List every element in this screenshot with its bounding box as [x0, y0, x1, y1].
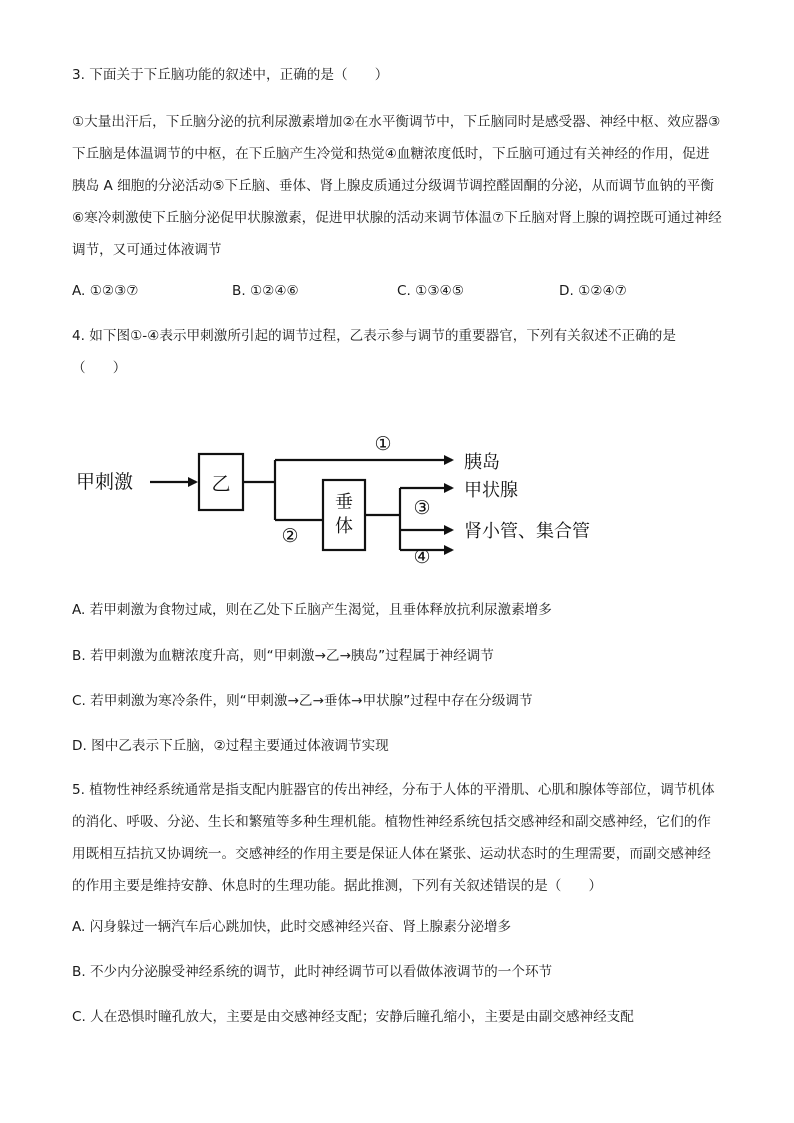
- pituitary-label-top: 垂: [335, 492, 353, 513]
- question-5: [72, 774, 722, 902]
- question-4: [72, 320, 722, 384]
- q5-option-c[interactable]: C. 人在恐惧时瞳孔放大，主要是由交感神经支配；安静后瞳孔缩小，主要是由副交感神经支配: [72, 1009, 634, 1025]
- path-3-label: ③: [413, 497, 431, 519]
- q4-option-a[interactable]: A. 若甲刺激为食物过咸，则在乙处下丘脑产生渴觉，且垂体释放抗利尿激素增多: [72, 602, 552, 618]
- path-1-label: ①: [374, 433, 392, 455]
- question-4-stem: 4. 如下图①-④表示甲刺激所引起的调节过程，乙表示参与调节的重要器官，下列有关叙述不正确的是（ ）: [72, 328, 676, 376]
- q3-option-c[interactable]: C. ①③④⑤: [397, 283, 464, 299]
- stimulus-label: 甲刺激: [76, 471, 134, 493]
- path-4-label: ④: [413, 546, 431, 568]
- regulation-diagram: [70, 420, 630, 580]
- pituitary-label-bottom: 体: [335, 516, 353, 537]
- target-islets: 胰岛: [464, 452, 500, 473]
- question-3-stem: 3. 下面关于下丘脑功能的叙述中，正确的是（ ）: [72, 67, 389, 83]
- q5-option-b[interactable]: B. 不少内分泌腺受神经系统的调节，此时神经调节可以看做体液调节的一个环节: [72, 964, 553, 980]
- question-3-options: [72, 275, 722, 307]
- q3-option-b[interactable]: B. ①②④⑥: [232, 283, 299, 299]
- question-3: [72, 59, 722, 91]
- path-2-label: ②: [281, 525, 299, 547]
- question-3-statements: [72, 106, 722, 266]
- target-tubules: 肾小管、集合管: [464, 521, 590, 542]
- q4-option-d[interactable]: D. 图中乙表示下丘脑，②过程主要通过体液调节实现: [72, 738, 389, 754]
- organ-yi-label: 乙: [211, 473, 231, 495]
- q4-option-c[interactable]: C. 若甲刺激为寒冷条件，则“甲刺激→乙→垂体→甲状腺”过程中存在分级调节: [72, 693, 533, 709]
- target-thyroid: 甲状腺: [464, 480, 518, 501]
- q5-option-a[interactable]: A. 闪身躲过一辆汽车后心跳加快，此时交感神经兴奋、肾上腺素分泌增多: [72, 919, 512, 935]
- pituitary-box: [323, 480, 365, 550]
- q3-option-a[interactable]: A. ①②③⑦: [72, 283, 139, 299]
- question-3-body: ①大量出汗后，下丘脑分泌的抗利尿激素增加②在水平衡调节中，下丘脑同时是感受器、神经中枢、效应器③下丘脑是体温调节的中枢，在下丘脑产生冷觉和热觉④血糖浓度低时，下丘脑可通过有关神经的作用，促进胰岛 A 细胞的分泌活动⑤下丘脑、垂体、肾上腺皮质通过分级调节调控醛固酮的分泌，从而调节血钠的平衡⑥寒冷刺激使下丘脑分泌促甲状腺激素，促进甲状腺的活动来调节体温⑦下丘脑对肾上腺的调控既可通过神经调节，又可通过体液调节: [72, 114, 722, 258]
- q3-option-d[interactable]: D. ①②④⑦: [559, 283, 627, 299]
- q4-option-b[interactable]: B. 若甲刺激为血糖浓度升高，则“甲刺激→乙→胰岛”过程属于神经调节: [72, 648, 494, 664]
- question-5-stem: 5. 植物性神经系统通常是指支配内脏器官的传出神经，分布于人体的平滑肌、心肌和腺体等部位，调节机体的消化、呼吸、分泌、生长和繁殖等多种生理机能。植物性神经系统包括交感神经和副交感神经，它们的作用既相互拮抗又协调统一。交感神经的作用主要是保证人体在紧张、运动状态时的生理需要，而副交感神经的作用主要是维持安静、休息时的生理功能。据此推测，下列有关叙述错误的是（ ）: [72, 782, 715, 894]
